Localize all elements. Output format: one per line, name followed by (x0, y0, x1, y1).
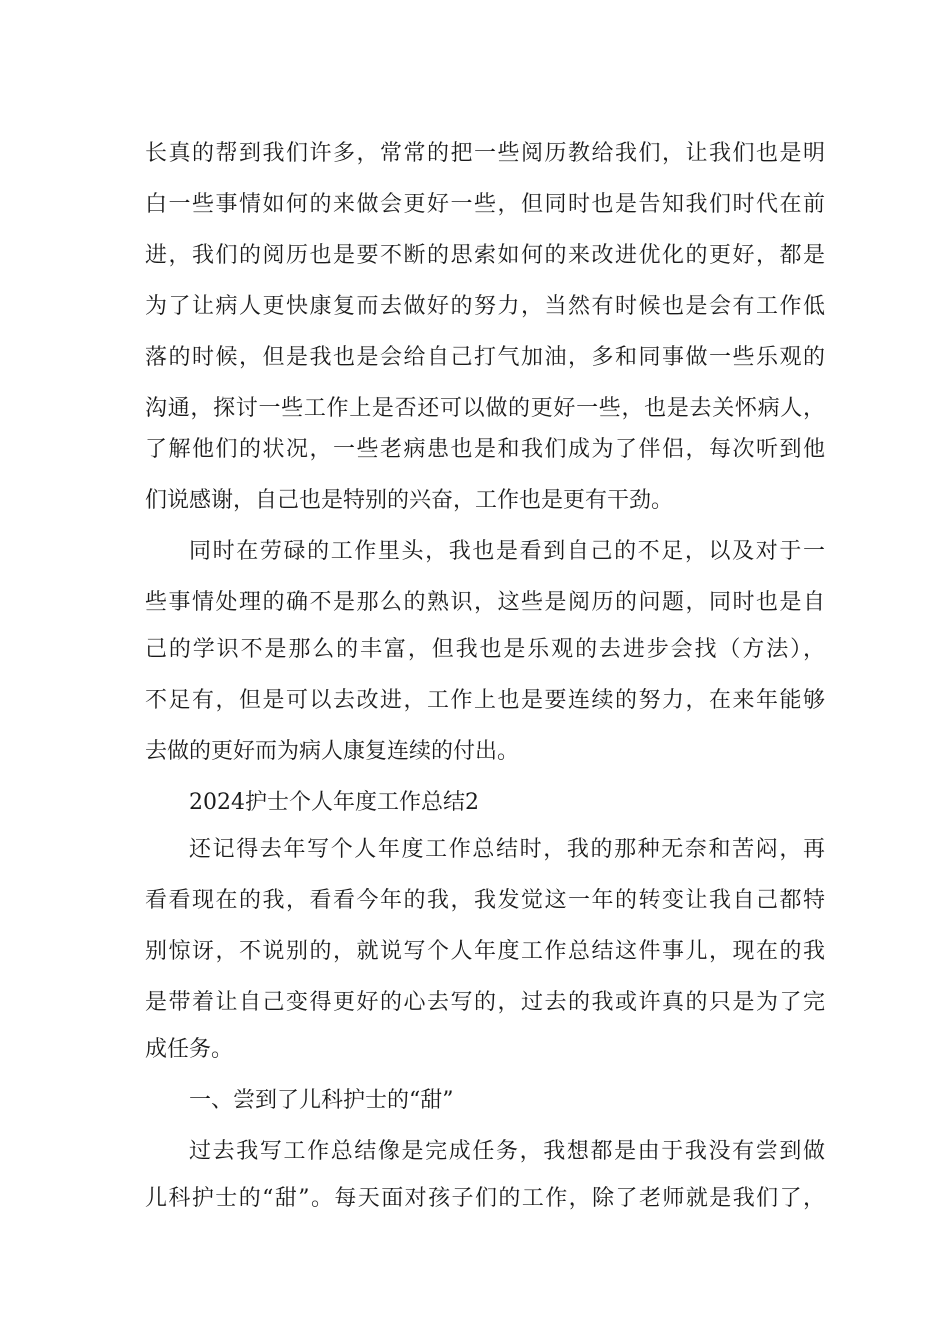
paragraph-3-line-3: 别惊讶，不说别的，就说写个人年度工作总结这件事儿，现在的我 (145, 939, 825, 964)
paragraph-4-line-1: 过去我写工作总结像是完成任务，我想都是由于我没有尝到做 (189, 1139, 825, 1164)
paragraph-3-line-1: 还记得去年写个人年度工作总结时，我的那种无奈和苦闷，再 (189, 837, 825, 862)
subsection-heading: 一、尝到了儿科护士的“甜” (189, 1088, 454, 1113)
paragraph-1-line-8: 们说感谢，自己也是特别的兴奋，工作也是更有干劲。 (145, 488, 674, 513)
section-title: 2024护士个人年度工作总结2 (189, 790, 479, 815)
paragraph-1-line-3: 进，我们的阅历也是要不断的思索如何的来改进优化的更好，都是 (145, 243, 825, 268)
paragraph-2-line-3: 己的学识不是那么的丰富，但我也是乐观的去进步会找（方法）， (145, 637, 825, 662)
paragraph-1-line-6: 沟通，探讨一些工作上是否还可以做的更好一些，也是去关怀病人， (145, 396, 825, 421)
paragraph-1-line-1: 长真的帮到我们许多，常常的把一些阅历教给我们，让我们也是明 (145, 141, 825, 166)
paragraph-1-line-5: 落的时候，但是我也是会给自己打气加油，多和同事做一些乐观的 (145, 345, 825, 370)
paragraph-1-line-4: 为了让病人更快康复而去做好的努力，当然有时候也是会有工作低 (145, 294, 825, 319)
paragraph-4-line-2: 儿科护士的“甜”。每天面对孩子们的工作，除了老师就是我们了， (145, 1186, 825, 1211)
paragraph-1-line-7: 了解他们的状况，一些老病患也是和我们成为了伴侣，每次听到他 (145, 437, 825, 462)
paragraph-3-line-4: 是带着让自己变得更好的心去写的，过去的我或许真的只是为了完 (145, 990, 825, 1015)
paragraph-2-line-2: 些事情处理的确不是那么的熟识，这些是阅历的问题，同时也是自 (145, 590, 825, 615)
paragraph-2-line-4: 不足有，但是可以去改进，工作上也是要连续的努力，在来年能够 (145, 688, 825, 713)
paragraph-3-line-5: 成任务。 (145, 1037, 234, 1062)
paragraph-1-line-2: 白一些事情如何的来做会更好一些，但同时也是告知我们时代在前 (145, 192, 825, 217)
paragraph-2-line-5: 去做的更好而为病人康复连续的付出。 (145, 739, 520, 764)
paragraph-2-line-1: 同时在劳碌的工作里头，我也是看到自己的不足，以及对于一 (189, 539, 825, 564)
paragraph-3-line-2: 看看现在的我，看看今年的我，我发觉这一年的转变让我自己都特 (145, 888, 825, 913)
